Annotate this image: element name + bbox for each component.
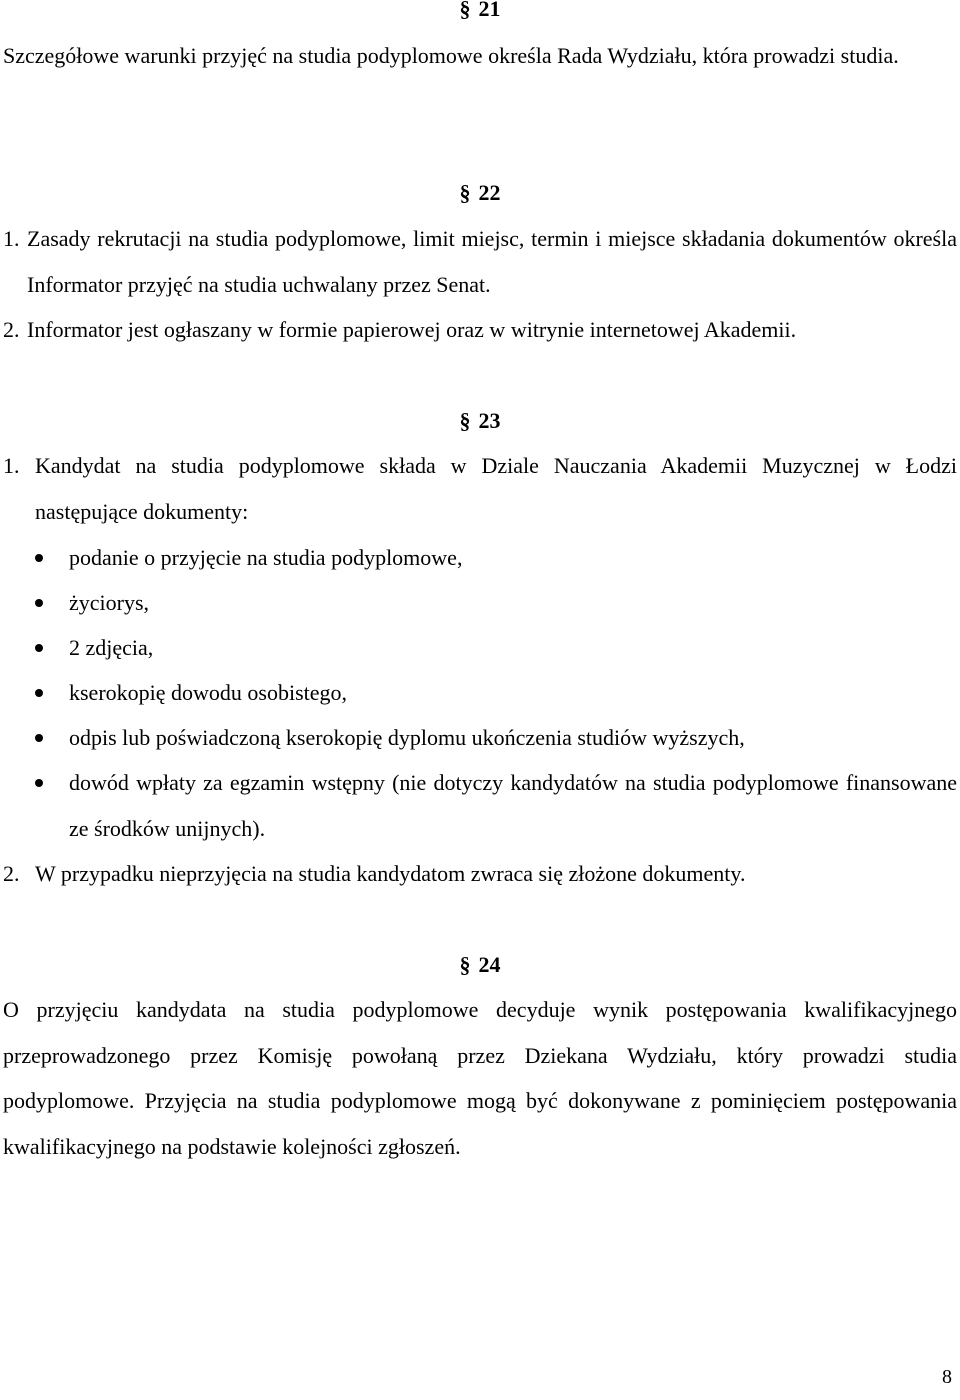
section-22-item-2 (3, 307, 957, 353)
section-symbol: § (459, 952, 471, 977)
section-number: 24 (478, 952, 501, 977)
bullet-icon (35, 779, 43, 787)
document-list-item (0, 625, 957, 671)
document-list-item (0, 580, 957, 626)
section-heading-24 (0, 952, 960, 978)
document-list-item (0, 670, 957, 716)
item-number: 1. (3, 453, 20, 478)
section-number: 21 (478, 0, 501, 21)
bullet-icon (35, 689, 43, 697)
item-number: 2. (3, 861, 20, 886)
item-text: Kandydat na studia podyplomowe składa w Dziale Nauczania Akademii Muzycznej w Łodzi następujące dokumenty: (35, 453, 957, 524)
document-list-item (0, 715, 957, 761)
section-21-paragraph: Szczegółowe warunki przyjęć na studia podyplomowe określa Rada Wydziału, która prowadzi studia. (3, 43, 899, 68)
section-symbol: § (459, 0, 471, 21)
bullet-icon (35, 554, 43, 562)
list-item-text: odpis lub poświadczoną kserokopię dyplomu ukończenia studiów wyższych, (69, 725, 745, 750)
item-text: Zasady rekrutacji na studia podyplomowe, limit miejsc, termin i miejsce składania dokumentów określa Informator przyjęć na studia uchwalany przez Senat. (27, 226, 957, 297)
section-24-paragraph: O przyjęciu kandydata na studia podyplomowe decyduje wynik postępowania kwalifikacyjnego przeprowadzonego przez Komisję powołaną przez Dziekana Wydziału, który prowadzi studia podyplomowe. Przyjęcia na studia podyplomowe mogą być dokonywane z pominięciem postępowania kwalifikacyjnego na podstawie kolejności zgłoszeń. (3, 997, 957, 1159)
section-symbol: § (459, 180, 471, 205)
item-number: 1. (3, 226, 20, 251)
section-22-item-1 (3, 216, 957, 307)
list-item-text: 2 zdjęcia, (69, 635, 154, 660)
document-list-item (0, 760, 957, 851)
section-heading-23 (0, 408, 960, 434)
section-symbol: § (459, 408, 471, 433)
bullet-icon (35, 644, 43, 652)
section-23-item-1 (3, 443, 957, 534)
section-heading-21 (0, 0, 960, 22)
bullet-icon (35, 599, 43, 607)
list-item-text: kserokopię dowodu osobistego, (69, 680, 348, 705)
section-number: 22 (478, 180, 501, 205)
document-list-item (0, 535, 957, 581)
list-item-text: życiorys, (69, 590, 150, 615)
section-number: 23 (478, 408, 501, 433)
item-text: W przypadku nieprzyjęcia na studia kandydatom zwraca się złożone dokumenty. (35, 861, 746, 886)
list-item-text: dowód wpłaty za egzamin wstępny (nie dotyczy kandydatów na studia podyplomowe finansowane ze środków unijnych). (69, 770, 957, 841)
page-number: 8 (942, 1366, 952, 1388)
item-text: Informator jest ogłaszany w formie papierowej oraz w witrynie internetowej Akademii. (27, 317, 797, 342)
list-item-text: podanie o przyjęcie na studia podyplomowe, (69, 545, 463, 570)
section-heading-22 (0, 180, 960, 206)
bullet-icon (35, 734, 43, 742)
item-number: 2. (3, 317, 20, 342)
section-23-item-2 (3, 851, 957, 897)
